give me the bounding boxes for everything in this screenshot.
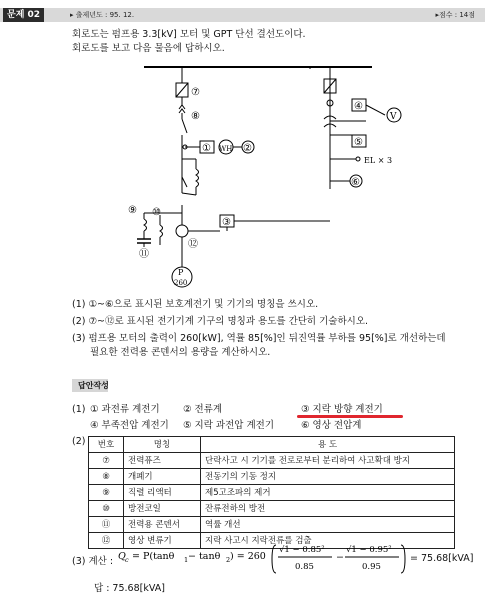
score: ▸점수 : 14점 xyxy=(435,11,475,19)
answer-item-5: ⑤ 지락 과전압 계전기 xyxy=(183,420,274,431)
label-10: ⑩ xyxy=(152,207,161,218)
label-4: ④ xyxy=(354,101,363,112)
formula-num1: √1 − 0.85² xyxy=(279,545,325,555)
final-answer: 답 : 75.68[kVA] xyxy=(94,583,165,594)
answer-item-2: ② 전류계 xyxy=(183,404,223,415)
answer-1-label: (1) xyxy=(72,404,86,415)
answer-2-label: (2) xyxy=(72,436,86,447)
label-5: ⑤ xyxy=(354,137,363,148)
table-cell-usage: 잔류전하의 방전 xyxy=(201,501,455,517)
formula-den2: 0.95 xyxy=(362,562,381,572)
table-header-usage: 용 도 xyxy=(201,437,455,453)
label-8: ⑧ xyxy=(191,111,200,122)
answer-item-6: ⑥ 영상 전압계 xyxy=(301,420,362,431)
formula-lhs: Q xyxy=(118,551,126,562)
label-el: EL × 3 xyxy=(364,156,393,165)
label-12: ⑫ xyxy=(188,239,198,250)
label-wh: WH xyxy=(219,145,233,153)
table-cell-number: ⑦ xyxy=(89,453,124,469)
answer-item-1: ① 과전류 계전기 xyxy=(90,404,160,415)
question-1: (1) ①~⑥으로 표시된 보호계전기 및 기기의 명칭을 쓰시오. xyxy=(72,299,319,310)
table-cell-number: ⑧ xyxy=(89,469,124,485)
table-cell-usage: 전동기의 기동 정지 xyxy=(201,469,455,485)
motor-kw: 260 xyxy=(174,279,188,287)
intro-line-2: 회로도를 보고 다음 물음에 답하시오. xyxy=(72,43,225,54)
formula-den1: 0.85 xyxy=(295,562,314,572)
answer-title: 답안작성 xyxy=(78,381,109,390)
table-cell-number: ⑫ xyxy=(89,533,124,549)
table-cell-number: ⑨ xyxy=(89,485,124,501)
formula-num2: √1 − 0.95² xyxy=(346,545,392,555)
formula-eq2: − tanθ xyxy=(188,551,221,562)
table-cell-usage: 제5고조파의 제거 xyxy=(201,485,455,501)
table-cell-name: 개폐기 xyxy=(124,469,201,485)
calc-label: (3) 계산 : xyxy=(72,556,114,567)
table-cell-name: 방전코일 xyxy=(124,501,201,517)
motor-p: P xyxy=(178,268,184,277)
table-row xyxy=(89,485,455,501)
svg-text:2: 2 xyxy=(226,556,231,564)
table-cell-number: ⑩ xyxy=(89,501,124,517)
question-3-line-1: (3) 펌프용 모터의 출력이 260[kW], 역률 85[%]인 뒤진역률 부하를 95[%]로 개선하는데 xyxy=(72,333,446,344)
circuit-diagram xyxy=(0,55,485,299)
exam-year: ▸ 출제년도 : 95. 12. xyxy=(70,11,135,19)
table-row xyxy=(89,517,455,533)
formula-eq3: ) = 260 xyxy=(230,551,266,562)
formula-eq1: = P(tanθ xyxy=(132,551,175,562)
table-cell-name: 전력퓨즈 xyxy=(124,453,201,469)
answer-item-3: ③ 지락 방향 계전기 xyxy=(301,404,383,415)
label-3: ③ xyxy=(222,217,231,228)
problem-number-badge: 문제 02 xyxy=(3,8,44,22)
table-cell-usage: 지락 사고시 지락전류를 검출 xyxy=(201,533,455,549)
table-cell-usage: 단락사고 시 기기를 전로로부터 분리하여 사고확대 방지 xyxy=(201,453,455,469)
intro-line-1: 회로도는 펌프용 3.3[kV] 모터 및 GPT 단선 결선도이다. xyxy=(72,29,306,40)
table-cell-usage: 역률 개선 xyxy=(201,517,455,533)
label-7: ⑦ xyxy=(191,87,200,98)
svg-text:1: 1 xyxy=(184,556,189,564)
formula-result: = 75.68[kVA] xyxy=(410,553,474,564)
label-1: ① xyxy=(202,143,211,154)
table-cell-name: 영상 변류기 xyxy=(124,533,201,549)
highlight-underline xyxy=(297,415,403,418)
question-3-line-2: 필요한 전력용 콘덴서의 용량을 계산하시오. xyxy=(90,347,271,358)
question-2: (2) ⑦~⑫로 표시된 전기기계 기구의 명칭과 용도를 간단히 기술하시오. xyxy=(72,316,369,327)
label-9: ⑨ xyxy=(128,205,137,216)
table-header-row xyxy=(89,437,455,453)
formula-lhs-sub: c xyxy=(125,556,129,564)
answer-item-4: ④ 부족전압 계전기 xyxy=(90,420,169,431)
label-v: V xyxy=(390,112,397,122)
table-cell-name: 전력용 콘덴서 xyxy=(124,517,201,533)
label-2: ② xyxy=(243,143,252,154)
capacitor-formula xyxy=(118,540,438,580)
table-row xyxy=(89,469,455,485)
label-6: ⑥ xyxy=(351,177,360,188)
problem-header xyxy=(0,8,485,22)
label-11: ⑪ xyxy=(139,249,149,260)
table-header-name: 명칭 xyxy=(124,437,201,453)
table-cell-number: ⑪ xyxy=(89,517,124,533)
table-row xyxy=(89,453,455,469)
table-cell-name: 직렬 리액터 xyxy=(124,485,201,501)
svg-text:−: − xyxy=(336,552,344,563)
table-header-number: 번호 xyxy=(89,437,124,453)
table-row xyxy=(89,501,455,517)
names-table xyxy=(88,436,455,549)
